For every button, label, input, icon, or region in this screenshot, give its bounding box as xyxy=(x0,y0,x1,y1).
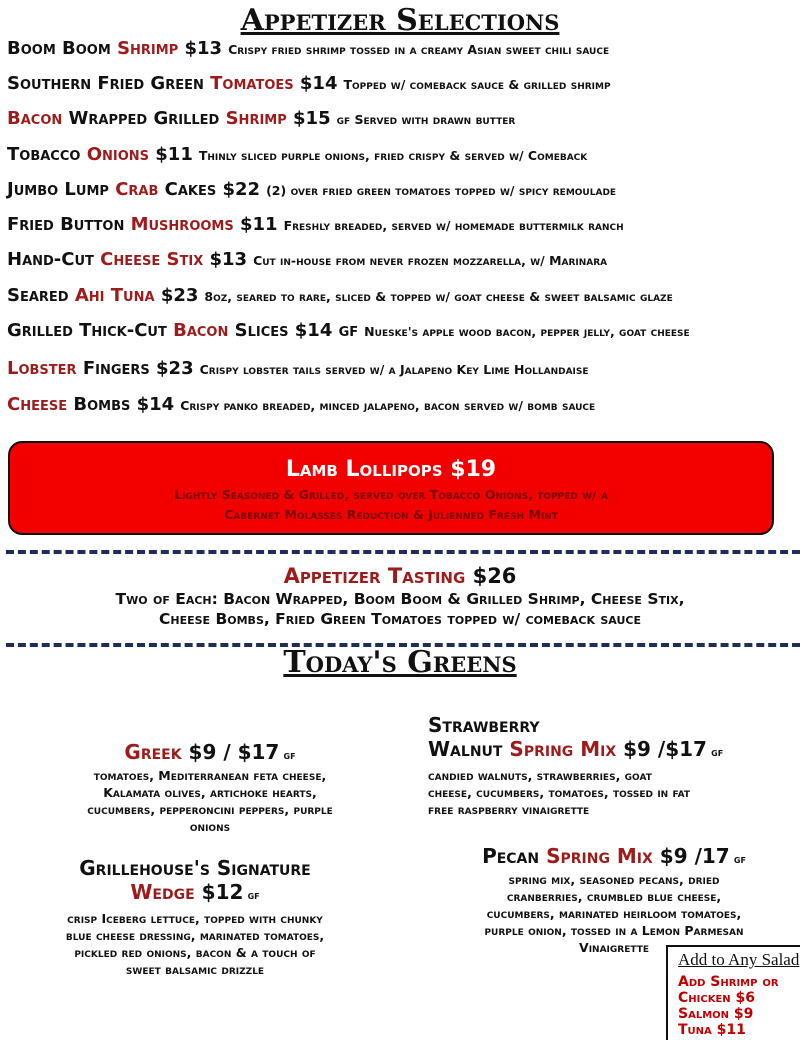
salad-name-part: Pecan xyxy=(482,844,547,868)
appetizer-name-highlight: Bacon xyxy=(7,108,63,129)
appetizer-name-highlight: Onions xyxy=(86,144,150,165)
lamb-lollipops-feature-box xyxy=(8,441,774,535)
appetizer-name: Cakes $22 xyxy=(158,179,261,200)
appetizer-name: Bombs $14 xyxy=(67,394,175,415)
salad-title-line-1: Strawberry xyxy=(428,713,540,737)
appetizer-description: 8oz, seared to rare, sliced & topped w/ goat cheese & sweet balsamic glaze xyxy=(204,289,673,304)
salad-desc-line: cheese, cucumbers, tomatoes, tossed in fat xyxy=(428,785,691,800)
salad-desc-line: cucumbers, pepperoncini peppers, purple xyxy=(87,802,333,817)
salad-name: Spring Mix xyxy=(509,737,617,761)
tasting-line-2: Cheese Bombs, Fried Green Tomatoes topped w/ comeback sauce xyxy=(159,610,641,628)
salad-desc-line: Kalamata olives, artichoke hearts, xyxy=(103,785,317,800)
appetizer-description: Crispy fried shrimp tossed in a creamy Asian sweet chili sauce xyxy=(228,42,610,57)
feature-title: Lamb Lollipops $19 xyxy=(285,457,497,482)
appetizer-description: Cut in-house from never frozen mozzarella, w/ Marinara xyxy=(253,253,608,268)
appetizer-item xyxy=(7,179,800,202)
add-on-item: Salmon $9 xyxy=(678,1006,754,1022)
salad-name-part: Walnut xyxy=(428,737,510,761)
appetizer-item xyxy=(7,38,800,61)
add-to-salad-box xyxy=(666,945,800,1040)
salad-desc-line: pickled red onions, bacon & a touch of xyxy=(74,945,316,960)
appetizer-name-highlight: Crab xyxy=(115,179,159,200)
salad-title-line-2 xyxy=(0,880,390,907)
appetizer-name: $11 xyxy=(149,144,193,165)
salad-desc-line: Vinaigrette xyxy=(579,940,649,955)
salad-desc-line: blue cheese dressing, marinated tomatoes, xyxy=(65,928,325,943)
appetizer-item xyxy=(7,214,800,237)
appetizer-name: Boom Boom xyxy=(7,38,118,59)
salad-name: Greek xyxy=(124,740,182,764)
salad-desc-line: cranberries, crumbled blue cheese, xyxy=(506,889,722,904)
salad-greek xyxy=(10,740,410,835)
salad-pecan-spring-mix xyxy=(428,844,800,956)
appetizer-item xyxy=(7,285,800,308)
appetizer-name-highlight: Cheese Stix xyxy=(100,249,204,270)
salad-desc-line: candied walnuts, strawberries, goat xyxy=(428,768,652,783)
appetizer-name-highlight: Cheese xyxy=(7,394,68,415)
appetizer-item xyxy=(7,394,800,417)
salad-price: $9 /$17 xyxy=(616,737,707,761)
appetizer-name: $14 xyxy=(293,73,338,94)
appetizer-name: $15 xyxy=(286,108,331,129)
appetizer-description: Nueske's apple wood bacon, pepper jelly, goat cheese xyxy=(364,324,690,339)
add-on-item: Tuna $11 xyxy=(678,1022,746,1038)
appetizer-name: $13 xyxy=(178,38,223,59)
appetizer-name-highlight: Mushrooms xyxy=(130,214,234,235)
add-on-title: Add to Any Salad xyxy=(678,950,800,969)
appetizer-name: Slices $14 gf xyxy=(228,320,359,341)
feature-description-line-1: Lightly Seasoned & Grilled, served over Tobacco Onions, topped w/ a xyxy=(174,487,608,502)
appetizer-name: $11 xyxy=(233,214,278,235)
appetizer-name-highlight: Tomatoes xyxy=(210,73,294,94)
appetizer-item xyxy=(7,73,800,96)
appetizer-name-highlight: Shrimp xyxy=(225,108,287,129)
appetizer-description: (2) over fried green tomatoes topped w/ spicy remoulade xyxy=(266,183,617,198)
feature-description-line-2: Cabernet Molasses Reduction & Julienned Fresh Mint xyxy=(224,507,558,522)
appetizer-name: $13 xyxy=(203,249,248,270)
appetizer-item xyxy=(7,358,800,381)
tasting-price: $26 xyxy=(465,564,517,588)
salad-name: Spring Mix xyxy=(546,844,653,868)
salad-desc-line: sweet balsamic drizzle xyxy=(125,962,265,977)
salad-price: $12 xyxy=(194,880,244,904)
salad-strawberry-walnut xyxy=(428,713,800,818)
salad-price: $9 / $17 xyxy=(181,740,280,764)
appetizer-name: Grilled Thick-Cut xyxy=(7,320,174,341)
appetizer-item xyxy=(7,108,800,131)
salad-desc-line: purple onion, tossed in a Lemon Parmesan xyxy=(484,923,744,938)
salad-desc-line: onions xyxy=(189,819,231,834)
appetizer-name-highlight: Shrimp xyxy=(117,38,179,59)
appetizer-name: $23 xyxy=(154,285,199,306)
salad-desc-line: tomatoes, Mediterranean feta cheese, xyxy=(93,768,327,783)
salad-price: $9 /17 xyxy=(652,844,730,868)
salad-desc-line: crisp Iceberg lettuce, topped with chunky xyxy=(67,911,323,926)
gf-badge: gf xyxy=(729,852,746,866)
dashed-divider-1 xyxy=(6,550,800,554)
appetizer-name: Southern Fried Green xyxy=(7,73,211,94)
salad-desc-line: free raspberry vinaigrette xyxy=(428,802,590,817)
salad-title xyxy=(428,844,800,871)
appetizer-item xyxy=(7,249,800,272)
appetizer-selections-heading: Appetizer Selections xyxy=(240,3,560,38)
appetizer-name: Fingers $23 xyxy=(76,358,194,379)
appetizer-tasting xyxy=(0,563,800,629)
add-on-item: Chicken $6 xyxy=(678,990,756,1006)
appetizer-name-highlight: Lobster xyxy=(7,358,77,379)
salad-signature-wedge xyxy=(0,856,390,978)
appetizer-item xyxy=(7,144,800,167)
appetizer-name: Hand-Cut xyxy=(7,249,101,270)
appetizer-description: Topped w/ comeback sauce & grilled shrimp xyxy=(343,77,611,92)
gf-badge: gf xyxy=(243,888,260,902)
salad-desc-line: cucumbers, marinated heirloom tomatoes, xyxy=(486,906,742,921)
appetizer-description: gf Served with drawn butter xyxy=(336,112,516,127)
appetizer-name: Fried Button xyxy=(7,214,131,235)
gf-badge: gf xyxy=(279,748,296,762)
tasting-title xyxy=(0,563,800,589)
tasting-title-red: Appetizer Tasting xyxy=(283,564,466,588)
appetizer-name: Tobacco xyxy=(7,144,87,165)
salad-name: Wedge xyxy=(130,880,195,904)
appetizer-name-highlight: Bacon xyxy=(173,320,229,341)
salad-desc-line: spring mix, seasoned pecans, dried xyxy=(508,872,720,887)
appetizer-name: Wrapped Grilled xyxy=(62,108,226,129)
gf-badge: gf xyxy=(706,745,724,759)
appetizer-name: Seared xyxy=(7,285,75,306)
add-on-item: Add Shrimp or xyxy=(678,974,779,990)
tasting-line-1: Two of Each: Bacon Wrapped, Boom Boom & Grilled Shrimp, Cheese Stix, xyxy=(115,590,685,608)
appetizer-description: Crispy lobster tails served w/ a Jalapeno Key Lime Hollandaise xyxy=(199,362,589,377)
appetizer-name-highlight: Ahi Tuna xyxy=(74,285,155,306)
salad-title xyxy=(10,740,410,767)
appetizer-description: Thinly sliced purple onions, fried crispy & served w/ Comeback xyxy=(198,148,588,163)
salad-title-line-1: Grillehouse's Signature xyxy=(79,856,311,880)
salad-title-line-2 xyxy=(428,737,800,764)
appetizer-item xyxy=(7,320,800,343)
appetizer-description: Crispy panko breaded, minced jalapeno, bacon served w/ bomb sauce xyxy=(180,398,596,413)
appetizer-name: Jumbo Lump xyxy=(7,179,116,200)
appetizer-description: Freshly breaded, served w/ homemade buttermilk ranch xyxy=(283,218,624,233)
todays-greens-heading: Today's Greens xyxy=(283,645,517,680)
